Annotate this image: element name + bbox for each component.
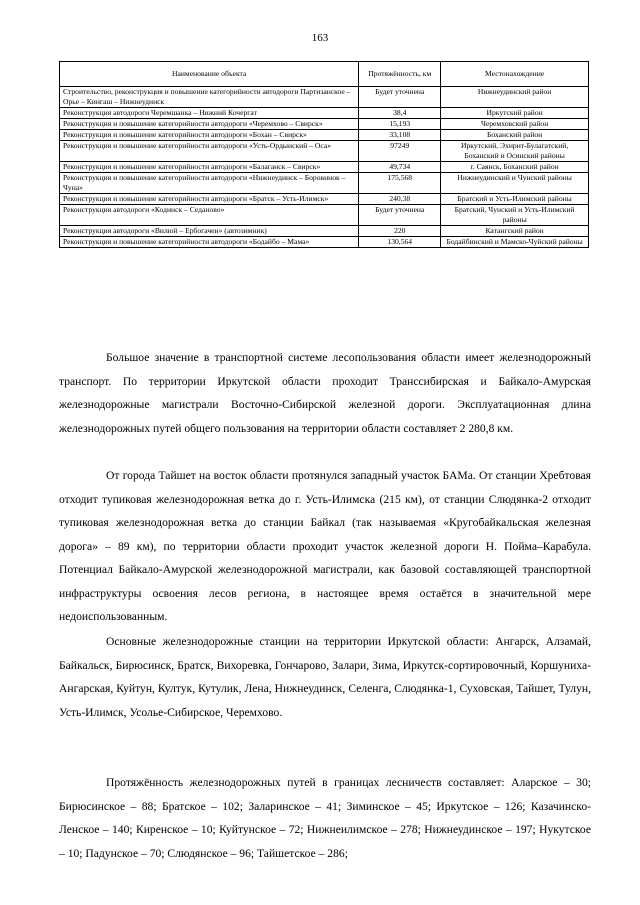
column-header-name: Наименование объекта: [60, 62, 359, 87]
page-number: 163: [311, 32, 329, 44]
length-cell: 220: [359, 226, 441, 237]
paragraph-bam-section: От города Тайшет на восток области протянулся западный участок БАМа. От станции Хребтовая отходит тупиковая железнодорожная ветка до г. Усть-Илимска (215 км), от станции Слюдянка-2 отходит тупиковая железнодорожная ветка до станции Байкал (так называемая «Кругобайкальская железная дорога» – 89 км), по территории области проходит участок железной дороги Н. Пойма–Карабула. Потенциал Байкало-Амурской железнодорожной магистрали, как базовой составляющей транспортной инфраструктуры освоения лесов региона, в настоящее время остаётся в значительной мере недоиспользованным.: [59, 469, 591, 623]
object-name-cell: Реконструкция и повышение категорийности автодороги «Усть-Ордынский – Оса»: [60, 141, 359, 162]
location-cell: Братский и Усть-Илимский районы: [441, 194, 589, 205]
object-name-cell: Реконструкция автодороги Черемшанка – Нижний Кочергат: [60, 108, 359, 119]
length-cell: Будет уточнена: [359, 205, 441, 226]
location-cell: Черемховский район: [441, 119, 589, 130]
length-cell: 240,38: [359, 194, 441, 205]
object-name-cell: Реконструкция и повышение категорийности автодороги «Балаганск – Свирск»: [60, 162, 359, 173]
road-objects-table: [59, 61, 589, 248]
object-name-cell: Реконструкция и повышение категорийности автодороги «Братск – Усть-Илимск»: [60, 194, 359, 205]
object-name-cell: Реконструкция и повышение категорийности автодороги «Бохан – Свирск»: [60, 130, 359, 141]
paragraph-railway-transport: Большое значение в транспортной системе лесопользования области имеет железнодорожный транспорт. По территории Иркутской области проходит Транссибирская и Байкало-Амурская железнодорожные магистрали Восточно-Сибирской железной дороги. Эксплуатационная длина железнодорожных путей общего пользования на территории области составляет 2 280,8 км.: [59, 351, 591, 435]
location-cell: Иркутский район: [441, 108, 589, 119]
length-cell: Будет уточнена: [359, 87, 441, 108]
object-name-cell: Реконструкция и повышение категорийности автодороги «Бодайбо – Мама»: [60, 237, 359, 248]
location-cell: Нижнеудинский и Чунский районы: [441, 173, 589, 194]
table-row: [60, 87, 589, 108]
table-header-row: [60, 62, 589, 87]
table-row: [60, 108, 589, 119]
location-cell: Бодайбинский и Мамско-Чуйский районы: [441, 237, 589, 248]
table-row: [60, 237, 589, 248]
object-name-cell: Реконструкция и повышение категорийности автодороги «Черемхово – Свирск»: [60, 119, 359, 130]
object-name-cell: Реконструкция и повышение категорийности автодороги «Нижнеудинск – Боровинок – Чуна»: [60, 173, 359, 194]
length-cell: 15,193: [359, 119, 441, 130]
table-row: [60, 226, 589, 237]
column-header-length: Протяжённость, км: [359, 62, 441, 87]
location-cell: Нижнеудинский район: [441, 87, 589, 108]
location-cell: Братский, Чунский и Усть-Илимский районы: [441, 205, 589, 226]
location-cell: Катангский район: [441, 226, 589, 237]
length-cell: 97249: [359, 141, 441, 162]
paragraph-forestry-railway-length: Протяжённость железнодорожных путей в границах лесничеств составляет: Аларское – 30; Бирюсинское – 88; Братское – 102; Заларинское – 41; Зиминское – 45; Иркутское – 126; Казачинско-Ленское – 140; Киренское – 10; Куйтунское – 72; Нижнеилимское – 278; Нижнеудинское – 197; Нукутское – 10; Падунское – 70; Слюдянское – 96; Тайшетское – 286;: [59, 776, 591, 860]
location-cell: г. Саянск, Боханский район: [441, 162, 589, 173]
length-cell: 38,4: [359, 108, 441, 119]
object-name-cell: Реконструкция автодороги «Вилюй – Ербогачен» (автозимник): [60, 226, 359, 237]
location-cell: Боханский район: [441, 130, 589, 141]
table-row: [60, 119, 589, 130]
length-cell: 175,568: [359, 173, 441, 194]
table-row: [60, 130, 589, 141]
table-row: [60, 141, 589, 162]
object-name-cell: Строительство, реконструкция и повышение категорийности автодороги Партизанское – Орье – Кингаш – Нижнеудинск: [60, 87, 359, 108]
length-cell: 130,564: [359, 237, 441, 248]
table-row: [60, 194, 589, 205]
length-cell: 49,734: [359, 162, 441, 173]
location-cell: Иркутский, Эхирит-Булагатский, Боханский и Осинский районы: [441, 141, 589, 162]
length-cell: 33,108: [359, 130, 441, 141]
table-row: [60, 205, 589, 226]
object-name-cell: Реконструкция автодороги «Кодинск – Седаново»: [60, 205, 359, 226]
column-header-location: Местонахождение: [441, 62, 589, 87]
table-row: [60, 173, 589, 194]
table-row: [60, 162, 589, 173]
paragraph-railway-stations: Основные железнодорожные станции на территории Иркутской области: Ангарск, Алзамай, Байкальск, Бирюсинск, Братск, Вихоревка, Гончарово, Залари, Зима, Иркутск-сортировочный, Коршуниха-Ангарская, Куйтун, Култук, Кутулик, Лена, Нижнеудинск, Селенга, Слюдянка-1, Суховская, Тайшет, Тулун, Усть-Илимск, Усолье-Сибирское, Черемхово.: [59, 635, 591, 719]
